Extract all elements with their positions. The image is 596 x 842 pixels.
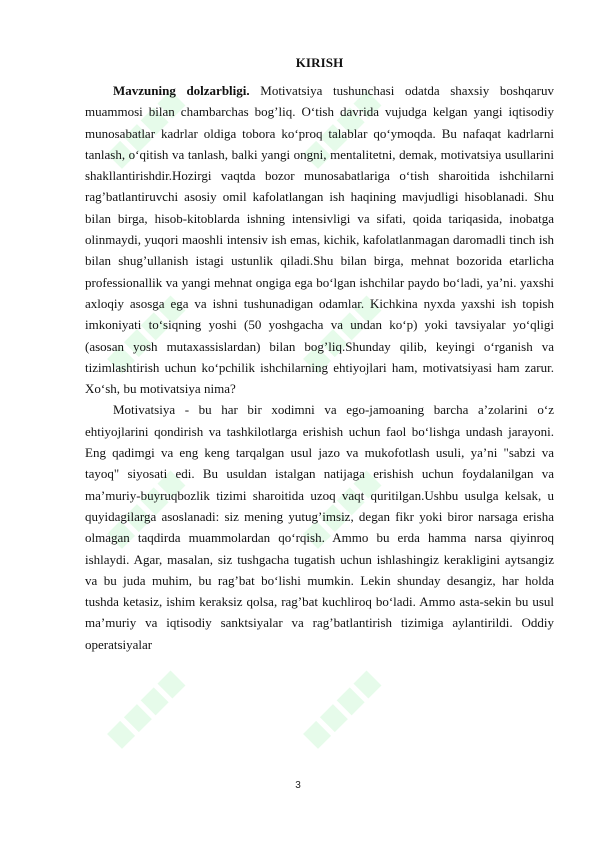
pdf-watermark-icon (280, 640, 412, 772)
paragraph-text: Motivatsiya tushunchasi odatda shaxsiy boshqaruv muammosi bilan chambarchas bog’liq. O‘tish davrida vujudga kelgan yangi iqtisodiy munosabatlar kadrlar oldiga tobora ko‘proq talablar qo‘ymoqda. Bu nafaqat kadrlarni tanlash, o‘qitish va tanlash, balki yangi ongni, mentalitetni, demak, motivatsiya usullarini shakllantirishdir.Hozirgi vaqtda bozor munosabatlariga o‘tish sharoitida ishchilarni rag’batlantiruvchi asosiy omil kafolatlangan ish haqining mavjudligi hisoblanadi. Shu bilan birga, hisob-kitoblarda ishning intensivligi va sifati, qoida tariqasida, inobatga olinmaydi, yuqori maoshli intensiv ish emas, kichik, kafolatlanmagan daromadli tinch ish bilan shug’ullanish istagi ustunlik qiladi.Shu bilan birga, mehnat bozorida etarlicha professionallik va yangi mehnat ongiga ega bo‘lgan ishchilar paydo bo‘ladi, ya’ni. yaxshi axloqiy asosga ega va ishni tushunadigan odamlar. Kichkina nyxda yaxshi ish topish imkoniyati to‘siqning yoshi (50 yoshgacha va undan ko‘p) yoki tavsiyalar yo‘qligi (asosan yosh mutaxassislardan) bilan bog’liq.Shunday qilib, keyingi o‘rganish va tizimlashtirish uchun ko‘pchilik ishchilarning ehtiyojlari ham, motivatsiyasi ham zarur. Xo‘sh, bu motivatsiya nima? (85, 83, 554, 397)
document-page (85, 55, 554, 655)
document-title: KIRISH (295, 55, 344, 70)
pdf-watermark-icon (84, 640, 216, 772)
paragraph-relevance (85, 80, 554, 399)
paragraph-text: Motivatsiya - bu har bir xodimni va ego-jamoaning barcha a’zolarini o‘z ehtiyojlarini qondirish va tashkilotlarga erishish uchun faol bo‘lishga undash jarayoni. Eng qadimgi va eng keng tarqalgan usul jazo va mukofotlash usuli, ya’ni "sabzi va tayoq" siyosati edi. Bu usuldan istalgan natijaga erishish uchun foydalanilgan va ma’muriy-buyruqbozlik tizimi sharoitida uzoq vaqt quritilgan.Ushbu usulga kelsak, u quyidagilarga asoslanadi: siz mening yutug’imsiz, degan fikr yoki biror narsaga erisha olmagan taqdirda muammolardan qo‘rqish. Ammo bu erda hamma narsa qiyinroq ishlaydi. Agar, masalan, siz tushgacha tugatish uchun ishlashingiz kerakligini aytsangiz va bu juda muhim, bu rag’bat bo‘lishi mumkin. Lekin shunday desangiz, har holda tushda ketasiz, ishim keraksiz qolsa, rag’bat kuchliroq bo‘ladi. Ammo asta-sekin bu usul ma’muriy va iqtisodiy sanktsiyalar va rag’batlantirish tizimiga aylantirildi. Oddiy operatsiyalar (85, 402, 554, 652)
paragraph-lead: Mavzuning dolzarbligi. (113, 83, 250, 98)
page-number: 3 (295, 780, 301, 791)
paragraph-motivation (85, 399, 554, 655)
